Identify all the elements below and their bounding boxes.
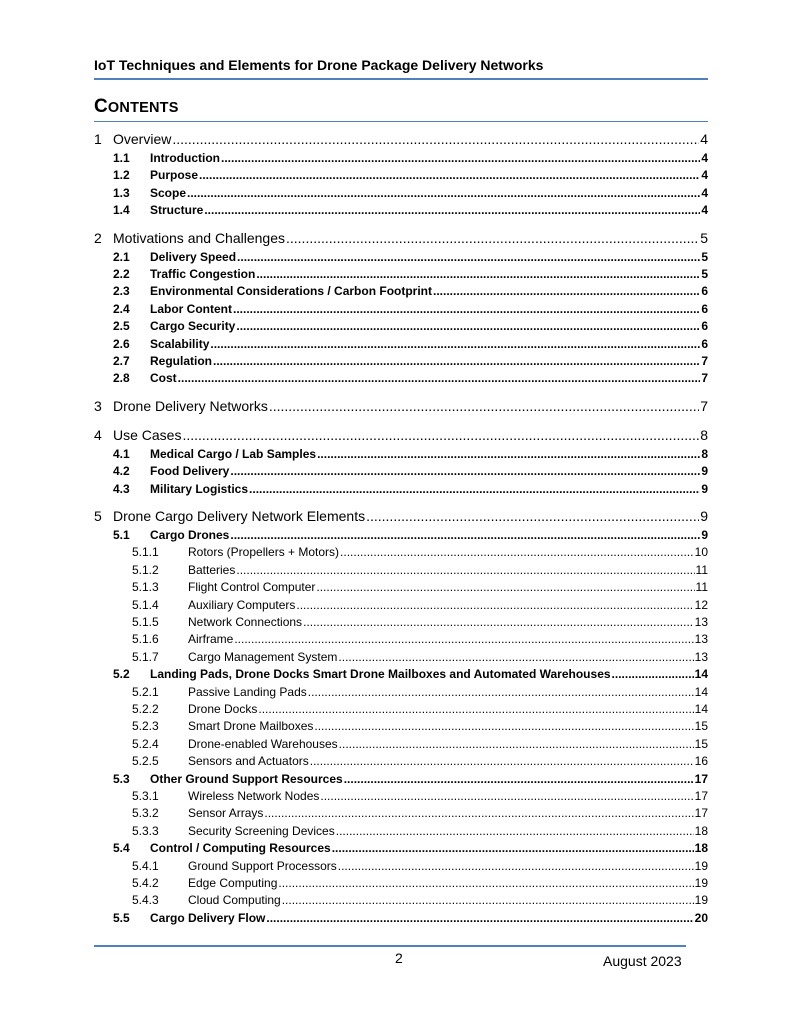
toc-dot-leader — [236, 563, 694, 577]
toc-entry-page: 19 — [694, 858, 708, 873]
toc-entry-number: 1.2 — [113, 168, 130, 183]
toc-entry-title: Sensors and Actuators — [188, 754, 309, 769]
toc-entry-title: Overview — [113, 131, 172, 147]
toc-dot-leader — [612, 667, 694, 681]
toc-entry-number: 5.4.2 — [132, 876, 159, 890]
toc-entry-page: 9 — [701, 464, 708, 479]
toc-entry-2-8[interactable] — [94, 371, 708, 388]
toc-entry-3[interactable] — [94, 398, 708, 418]
toc-entry-title: Purpose — [150, 168, 199, 183]
toc-dot-leader — [221, 151, 700, 165]
toc-entry-page: 9 — [701, 528, 708, 542]
toc-entry-number: 5.2.3 — [132, 719, 159, 734]
toc-entry-title: Airframe — [188, 632, 234, 647]
toc-entry-5-3-1[interactable] — [94, 789, 708, 806]
toc-entry-number: 5.3.2 — [132, 806, 159, 821]
toc-entry-page: 19 — [694, 876, 708, 890]
toc-entry-5-1-1[interactable] — [94, 545, 708, 562]
toc-dot-leader — [237, 250, 700, 264]
toc-entry-number: 5.4 — [113, 841, 130, 856]
toc-entry-page: 9 — [700, 508, 708, 524]
toc-entry-page: 4 — [701, 203, 708, 218]
toc-entry-page: 4 — [700, 131, 708, 147]
toc-dot-leader — [338, 859, 694, 873]
toc-entry-number: 5.1.3 — [132, 580, 159, 595]
toc-entry-2-6[interactable] — [94, 337, 708, 354]
toc-entry-page: 17 — [694, 789, 708, 803]
toc-entry-title: Cargo Security — [150, 319, 236, 334]
toc-entry-4-3[interactable] — [94, 482, 708, 499]
toc-entry-title: Regulation — [150, 354, 212, 368]
toc-entry-page: 5 — [700, 229, 708, 246]
toc-entry-page: 6 — [701, 301, 708, 316]
toc-entry-title: Network Connections — [188, 615, 303, 629]
toc-entry-5-2-5[interactable] — [94, 754, 708, 771]
toc-entry-page: 11 — [695, 562, 708, 577]
toc-entry-page: 5 — [701, 249, 708, 264]
toc-entry-title: Cloud Computing — [188, 893, 281, 908]
toc-entry-1[interactable] — [94, 131, 708, 151]
toc-entry-5-2-2[interactable] — [94, 702, 708, 719]
toc-entry-5-5[interactable] — [94, 911, 708, 928]
toc-entry-title: Sensor Arrays — [188, 806, 264, 821]
toc-entry-page: 14 — [694, 702, 708, 716]
toc-entry-number: 5.2 — [113, 667, 130, 682]
toc-entry-number: 5.1.5 — [132, 615, 159, 629]
toc-dot-leader — [296, 598, 693, 612]
toc-entry-title: Ground Support Processors — [188, 858, 337, 873]
toc-entry-5-4-3[interactable] — [94, 893, 708, 910]
toc-entry-number: 5.2.1 — [132, 684, 159, 699]
toc-entry-5-1-6[interactable] — [94, 632, 708, 649]
toc-entry-title: Structure — [150, 203, 204, 218]
toc-dot-leader — [282, 893, 694, 907]
contents-heading-rest: ONTENTS — [107, 100, 179, 116]
toc-dot-leader — [230, 528, 700, 542]
toc-dot-leader — [317, 447, 700, 461]
toc-entry-1-2[interactable] — [94, 168, 708, 185]
toc-entry-number: 5.2.4 — [132, 736, 159, 751]
toc-entry-2-1[interactable] — [94, 250, 708, 267]
toc-entry-title: Traffic Congestion — [150, 267, 256, 281]
toc-entry-title: Landing Pads, Drone Docks Smart Drone Mailboxes and Automated Warehouses — [150, 667, 611, 682]
toc-entry-title: Control / Computing Resources — [150, 841, 331, 856]
toc-entry-2-2[interactable] — [94, 267, 708, 284]
toc-entry-page: 11 — [695, 580, 708, 595]
toc-entry-title: Delivery Speed — [150, 249, 237, 264]
toc-entry-5-3[interactable] — [94, 772, 708, 789]
toc-entry-2-4[interactable] — [94, 302, 708, 319]
toc-entry-title: Scalability — [150, 336, 210, 351]
toc-entry-page: 4 — [701, 151, 708, 165]
toc-entry-page: 15 — [694, 736, 708, 751]
toc-entry-2-5[interactable] — [94, 319, 708, 336]
toc-entry-5-4-2[interactable] — [94, 876, 708, 893]
header-divider — [94, 78, 708, 80]
toc-entry-number: 5.5 — [113, 910, 130, 925]
toc-entry-title: Drone Cargo Delivery Network Elements — [113, 508, 366, 524]
toc-entry-5[interactable] — [94, 508, 708, 528]
toc-entry-number: 5 — [94, 508, 102, 524]
toc-dot-leader — [310, 754, 694, 768]
toc-entry-5-1-3[interactable] — [94, 580, 708, 597]
toc-dot-leader — [366, 508, 699, 524]
toc-entry-number: 5.1.7 — [132, 649, 159, 664]
toc-entry-page: 14 — [694, 684, 708, 699]
toc-entry-title: Drone Delivery Networks — [113, 397, 268, 414]
toc-entry-number: 5.1 — [113, 528, 130, 542]
toc-entry-title: Batteries — [188, 562, 236, 577]
toc-entry-page: 15 — [694, 719, 708, 734]
toc-entry-number: 5.4.3 — [132, 893, 159, 908]
toc-entry-title: Cargo Management System — [188, 649, 338, 664]
toc-entry-title: Wireless Network Nodes — [188, 789, 320, 803]
toc-dot-leader — [340, 545, 694, 559]
toc-entry-title: Security Screening Devices — [188, 823, 335, 838]
toc-entry-page: 6 — [701, 336, 708, 351]
toc-entry-5-2-1[interactable] — [94, 685, 708, 702]
toc-entry-number: 5.1.4 — [132, 597, 159, 612]
toc-entry-number: 4.2 — [113, 464, 130, 479]
toc-dot-leader — [344, 772, 694, 786]
toc-dot-leader — [269, 398, 699, 414]
toc-entry-4[interactable] — [94, 427, 708, 447]
toc-dot-leader — [339, 737, 694, 751]
toc-entry-5-1-4[interactable] — [94, 598, 708, 615]
toc-entry-number: 5.2.2 — [132, 702, 159, 716]
toc-entry-page: 7 — [701, 371, 708, 386]
toc-entry-title: Smart Drone Mailboxes — [188, 719, 314, 734]
toc-dot-leader — [258, 702, 693, 716]
toc-entry-page: 18 — [694, 823, 708, 838]
toc-entry-number: 5.1.1 — [132, 545, 159, 560]
toc-entry-1-4[interactable] — [94, 203, 708, 220]
toc-entry-page: 20 — [694, 910, 708, 925]
toc-entry-title: Introduction — [150, 151, 220, 165]
toc-entry-5-3-2[interactable] — [94, 806, 708, 823]
toc-entry-page: 19 — [694, 893, 708, 908]
toc-dot-leader — [433, 284, 700, 298]
toc-entry-number: 1.4 — [113, 203, 130, 218]
toc-entry-page: 17 — [694, 806, 708, 821]
toc-entry-title: Passive Landing Pads — [188, 684, 307, 699]
toc-dot-leader — [210, 337, 700, 351]
toc-dot-leader — [230, 464, 700, 478]
toc-dot-leader — [278, 876, 693, 890]
toc-entry-number: 5.1.2 — [132, 562, 159, 577]
toc-dot-leader — [178, 371, 701, 385]
toc-entry-number: 5.3.1 — [132, 789, 159, 803]
footer-divider — [94, 945, 686, 947]
toc-entry-title: Drone-enabled Warehouses — [188, 736, 338, 751]
toc-entry-number: 2.7 — [113, 354, 130, 368]
toc-entry-title: Drone Docks — [188, 702, 258, 716]
toc-dot-leader — [308, 685, 694, 699]
toc-entry-page: 13 — [694, 632, 708, 647]
toc-entry-number: 2.6 — [113, 336, 130, 351]
toc-entry-page: 16 — [694, 754, 708, 769]
toc-entry-number: 2.4 — [113, 301, 130, 316]
toc-dot-leader — [303, 615, 694, 629]
toc-entry-title: Edge Computing — [188, 876, 278, 890]
toc-entry-page: 10 — [694, 545, 708, 560]
toc-entry-page: 6 — [701, 284, 708, 299]
toc-entry-title: Cost — [150, 371, 177, 386]
document-header-title: IoT Techniques and Elements for Drone Package Delivery Networks — [94, 57, 544, 73]
toc-dot-leader — [264, 806, 693, 820]
toc-entry-page: 13 — [694, 615, 708, 629]
contents-divider — [94, 121, 708, 122]
toc-dot-leader — [316, 580, 694, 594]
toc-entry-number: 5.3.3 — [132, 823, 159, 838]
contents-heading — [94, 96, 179, 118]
toc-dot-leader — [234, 632, 693, 646]
toc-entry-title: Other Ground Support Resources — [150, 771, 343, 786]
toc-dot-leader — [338, 650, 693, 664]
toc-entry-title: Cargo Drones — [150, 528, 230, 542]
toc-entry-page: 4 — [701, 168, 708, 183]
toc-dot-leader — [213, 354, 700, 368]
toc-entry-5-1-7[interactable] — [94, 650, 708, 667]
toc-entry-number: 5.4.1 — [132, 858, 159, 873]
toc-dot-leader — [236, 319, 700, 333]
toc-entry-title: Cargo Delivery Flow — [150, 910, 266, 925]
toc-entry-2-3[interactable] — [94, 284, 708, 301]
toc-entry-number: 2 — [94, 229, 102, 246]
toc-entry-5-4-1[interactable] — [94, 859, 708, 876]
toc-entry-5-2-3[interactable] — [94, 719, 708, 736]
toc-entry-4-1[interactable] — [94, 447, 708, 464]
toc-entry-number: 2.1 — [113, 249, 130, 264]
toc-entry-5-4[interactable] — [94, 841, 708, 858]
toc-entry-number: 2.5 — [113, 319, 130, 334]
toc-entry-page: 8 — [700, 426, 708, 443]
toc-entry-title: Motivations and Challenges — [113, 229, 285, 246]
toc-entry-5-2[interactable] — [94, 667, 708, 684]
footer-date: August 2023 — [603, 953, 682, 969]
toc-dot-leader — [336, 824, 694, 838]
toc-entry-title: Environmental Considerations / Carbon Footprint — [150, 284, 433, 299]
toc-entry-page: 14 — [694, 667, 708, 682]
toc-dot-leader — [204, 203, 700, 217]
toc-entry-title: Labor Content — [150, 301, 232, 316]
toc-entry-number: 2.3 — [113, 284, 130, 299]
toc-entry-number: 3 — [94, 397, 102, 414]
toc-dot-leader — [249, 482, 700, 496]
toc-entry-title: Food Delivery — [150, 464, 230, 479]
toc-entry-title: Auxiliary Computers — [188, 597, 296, 612]
toc-dot-leader — [314, 719, 693, 733]
toc-entry-title: Flight Control Computer — [188, 580, 316, 595]
toc-entry-page: 17 — [694, 771, 708, 786]
toc-dot-leader — [266, 911, 693, 925]
toc-entry-title: Use Cases — [113, 426, 182, 443]
toc-entry-number: 1 — [94, 131, 102, 147]
toc-entry-number: 4.3 — [113, 481, 130, 496]
toc-dot-leader — [332, 841, 694, 855]
toc-dot-leader — [256, 267, 700, 281]
toc-entry-number: 5.1.6 — [132, 632, 159, 647]
toc-entry-page: 5 — [701, 267, 708, 281]
toc-entry-2[interactable] — [94, 230, 708, 250]
toc-entry-number: 2.2 — [113, 267, 130, 281]
toc-entry-number: 4.1 — [113, 446, 130, 461]
toc-entry-number: 2.8 — [113, 371, 130, 386]
toc-entry-title: Military Logistics — [150, 481, 249, 496]
toc-entry-5-3-3[interactable] — [94, 824, 708, 841]
toc-dot-leader — [182, 427, 699, 443]
toc-dot-leader — [172, 131, 699, 147]
toc-dot-leader — [199, 168, 700, 182]
toc-entry-page: 4 — [701, 185, 708, 200]
toc-entry-title: Scope — [150, 185, 187, 200]
toc-entry-number: 1.3 — [113, 185, 130, 200]
toc-entry-page: 12 — [694, 597, 708, 612]
toc-entry-page: 7 — [701, 354, 708, 368]
toc-entry-number: 5.3 — [113, 771, 130, 786]
toc-entry-2-7[interactable] — [94, 354, 708, 371]
toc-entry-4-2[interactable] — [94, 464, 708, 481]
toc-entry-page: 6 — [701, 319, 708, 334]
toc-entry-5-2-4[interactable] — [94, 737, 708, 754]
toc-dot-leader — [320, 789, 693, 803]
toc-entry-5-1-2[interactable] — [94, 563, 708, 580]
toc-entry-5-1-5[interactable] — [94, 615, 708, 632]
toc-entry-5-1[interactable] — [94, 528, 708, 545]
contents-heading-initial: C — [94, 96, 108, 117]
toc-entry-1-1[interactable] — [94, 151, 708, 168]
toc-entry-page: 9 — [701, 481, 708, 496]
toc-entry-number: 4 — [94, 426, 102, 443]
toc-entry-number: 5.2.5 — [132, 754, 159, 769]
toc-entry-page: 13 — [694, 649, 708, 664]
toc-entry-title: Medical Cargo / Lab Samples — [150, 446, 317, 461]
toc-entry-page: 8 — [701, 446, 708, 461]
toc-entry-number: 1.1 — [113, 151, 130, 165]
footer-page-number: 2 — [395, 950, 403, 966]
toc-entry-title: Rotors (Propellers + Motors) — [188, 545, 340, 560]
toc-dot-leader — [187, 186, 700, 200]
toc-entry-1-3[interactable] — [94, 186, 708, 203]
toc-dot-leader — [233, 302, 700, 316]
toc-entry-page: 7 — [700, 397, 708, 414]
toc-entry-page: 18 — [694, 841, 708, 856]
toc-dot-leader — [286, 230, 699, 246]
